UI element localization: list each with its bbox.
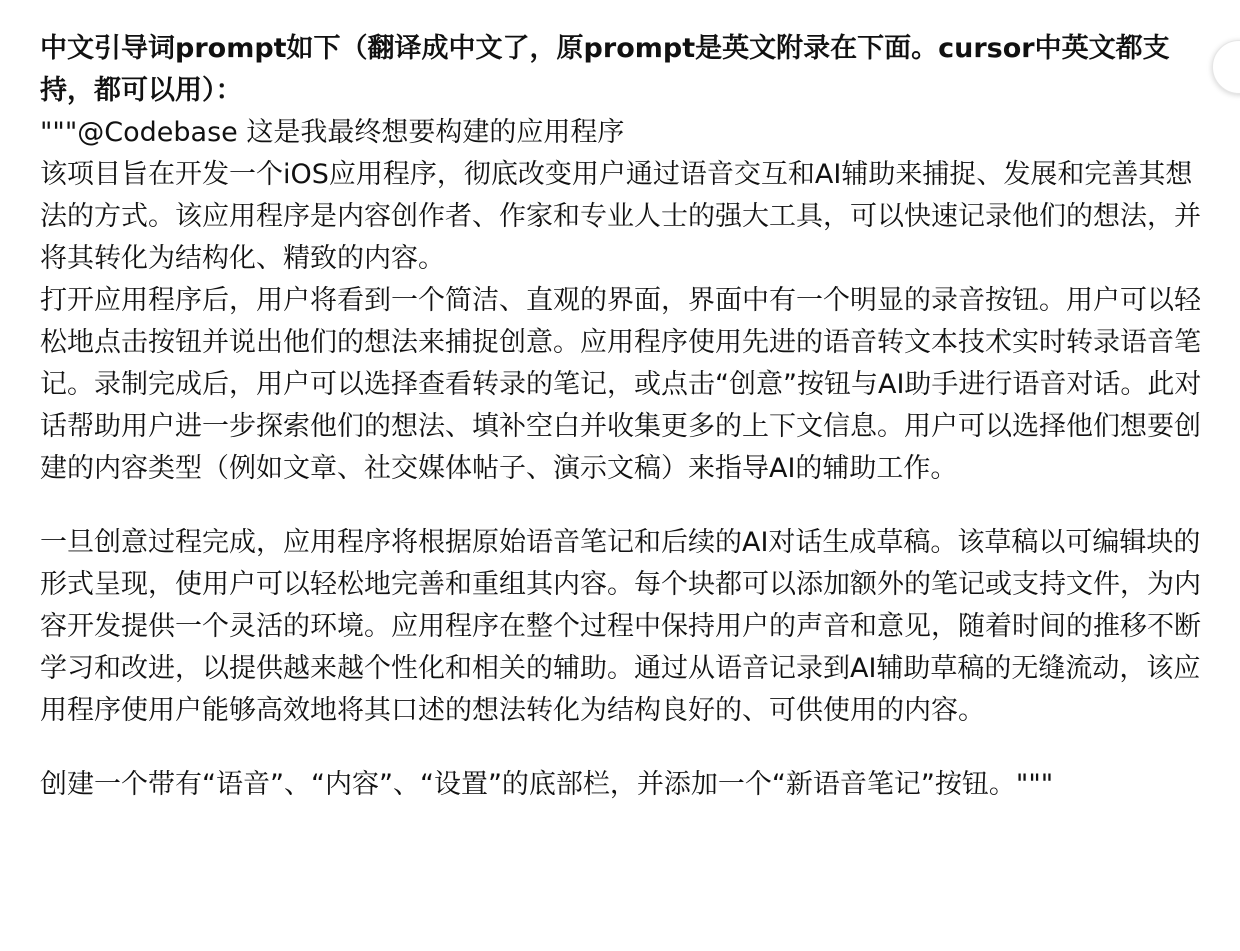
side-floating-button[interactable] <box>1212 40 1240 94</box>
paragraph-bottom-bar: 创建一个带有“语音”、“内容”、“设置”的底部栏，并添加一个“新语音笔记”按钮。""" <box>40 769 1054 800</box>
paragraph-spacer <box>40 732 1212 764</box>
document <box>40 28 1212 806</box>
paragraph-project-goal: 该项目旨在开发一个iOS应用程序，彻底改变用户通过语音交互和AI辅助来捕捉、发展和完善其想法的方式。该应用程序是内容创作者、作家和专业人士的强大工具，可以快速记录他们的想法，并将其转化为结构化、精致的内容。 <box>40 159 1201 274</box>
paragraph-draft-generation: 一旦创意过程完成，应用程序将根据原始语音笔记和后续的AI对话生成草稿。该草稿以可编辑块的形式呈现，使用户可以轻松地完善和重组其内容。每个块都可以添加额外的笔记或支持文件，为内容开发提供一个灵活的环境。应用程序在整个过程中保持用户的声音和意见，随着时间的推移不断学习和改进，以提供越来越个性化和相关的辅助。通过从语音记录到AI辅助草稿的无缝流动，该应用程序使用户能够高效地将其口述的想法转化为结构良好的、可供使用的内容。 <box>40 527 1201 726</box>
document-heading: 中文引导词prompt如下（翻译成中文了，原prompt是英文附录在下面。cursor中英文都支持，都可以用）： <box>40 33 1170 106</box>
paragraph-spacer <box>40 490 1212 522</box>
paragraph-intro: """@Codebase 这是我最终想要构建的应用程序 <box>40 117 625 148</box>
paragraph-user-flow: 打开应用程序后，用户将看到一个简洁、直观的界面，界面中有一个明显的录音按钮。用户可以轻松地点击按钮并说出他们的想法来捕捉创意。应用程序使用先进的语音转文本技术实时转录语音笔记。录制完成后，用户可以选择查看转录的笔记，或点击“创意”按钮与AI助手进行语音对话。此对话帮助用户进一步探索他们的想法、填补空白并收集更多的上下文信息。用户可以选择他们想要创建的内容类型（例如文章、社交媒体帖子、演示文稿）来指导AI的辅助工作。 <box>40 285 1202 484</box>
